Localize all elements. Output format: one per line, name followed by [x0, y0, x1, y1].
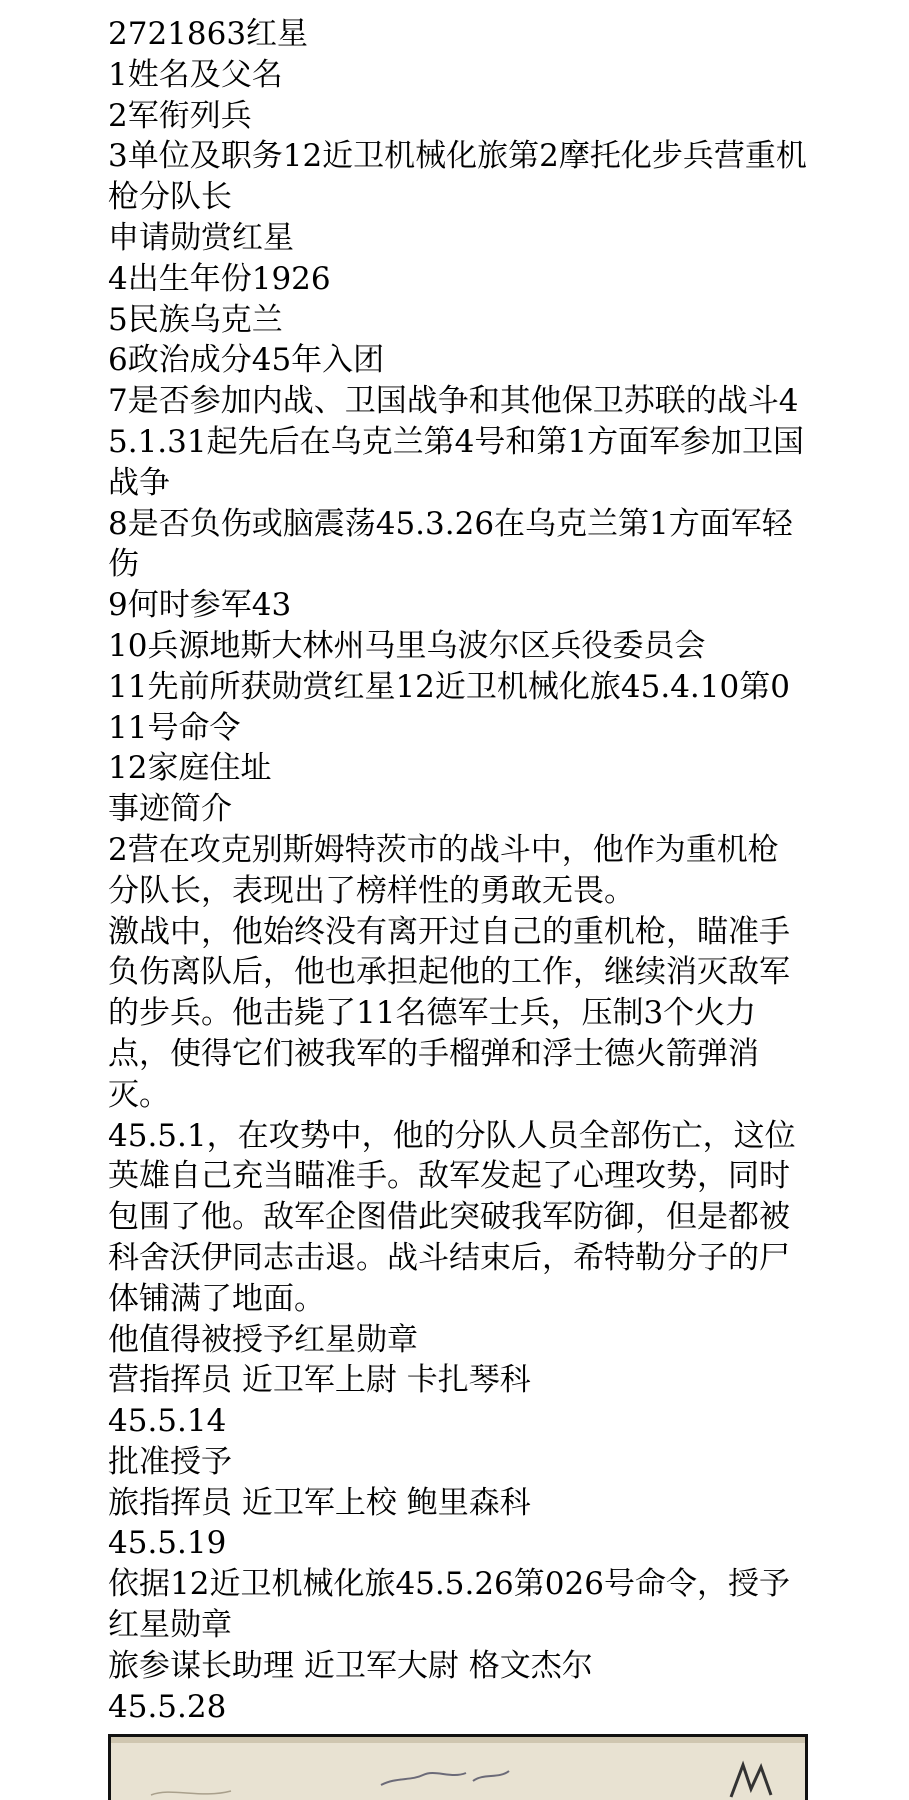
field-wounds-line: 8是否负伤或脑震荡45.3.26在乌克兰第1方面军轻伤	[108, 505, 793, 583]
field-prior-awards-line: 11先前所获勋赏红星12近卫机械化旅45.4.10第011号命令	[108, 668, 790, 746]
date-line-3: 45.5.28	[108, 1688, 227, 1725]
recommendation-line: 他值得被授予红星勋章	[108, 1321, 418, 1358]
award-request-line: 申请勋赏红星	[108, 219, 294, 256]
award-number-line: 2721863红星	[108, 16, 309, 52]
field-war-participation-line: 7是否参加内战、卫国战争和其他保卫苏联的战斗45.1.31起先后在乌克兰第4号和第1方面军参加卫国战争	[108, 383, 805, 501]
date-line-2: 45.5.19	[108, 1525, 227, 1562]
order-reference-line: 依据12近卫机械化旅45.5.26第026号命令，授予红星勋章	[108, 1566, 790, 1644]
archival-document-image	[108, 1734, 808, 1800]
brigade-commander-signature: 旅指挥员 近卫军上校 鲍里森科	[108, 1484, 531, 1521]
approval-line: 批准授予	[108, 1443, 232, 1480]
field-enlistment-line: 9何时参军43	[108, 587, 292, 624]
field-birth-year-line: 4出生年份1926	[108, 260, 331, 297]
field-unit-line: 3单位及职务12近卫机械化旅第2摩托化步兵营重机枪分队长	[108, 138, 807, 216]
summary-paragraph-1: 2营在攻克别斯姆特茨市的战斗中，他作为重机枪分队长，表现出了榜样性的勇敢无畏。	[108, 831, 779, 909]
chief-of-staff-signature: 旅参谋长助理 近卫军大尉 格文杰尔	[108, 1647, 593, 1684]
archival-document-scan-icon	[111, 1737, 808, 1800]
field-address-line: 12家庭住址	[108, 750, 272, 787]
summary-paragraph-3: 45.5.1，在攻势中，他的分队人员全部伤亡，这位英雄自己充当瞄准手。敌军发起了心理攻势，同时包围了他。敌军企图借此突破我军防御，但是都被科舍沃伊同志击退。战斗结束后，希特勒分子的尸体铺满了地面。	[108, 1117, 796, 1317]
field-party-line: 6政治成分45年入团	[108, 342, 385, 379]
battalion-commander-signature: 营指挥员 近卫军上尉 卡扎琴科	[108, 1362, 531, 1399]
summary-paragraph-2: 激战中，他始终没有离开过自己的重机枪，瞄准手负伤离队后，他也承担起他的工作，继续消灭敌军的步兵。他击毙了11名德军士兵，压制3个火力点，使得它们被我军的手榴弹和浮士德火箭弹消灭。	[108, 913, 790, 1113]
field-name-line: 1姓名及父名	[108, 56, 283, 93]
document-text	[108, 14, 808, 1727]
field-ethnicity-line: 5民族乌克兰	[108, 301, 283, 338]
field-draft-office-line: 10兵源地斯大林州马里乌波尔区兵役委员会	[108, 627, 706, 664]
field-rank-line: 2军衔列兵	[108, 97, 252, 134]
summary-heading: 事迹简介	[108, 791, 232, 828]
date-line-1: 45.5.14	[108, 1403, 227, 1440]
